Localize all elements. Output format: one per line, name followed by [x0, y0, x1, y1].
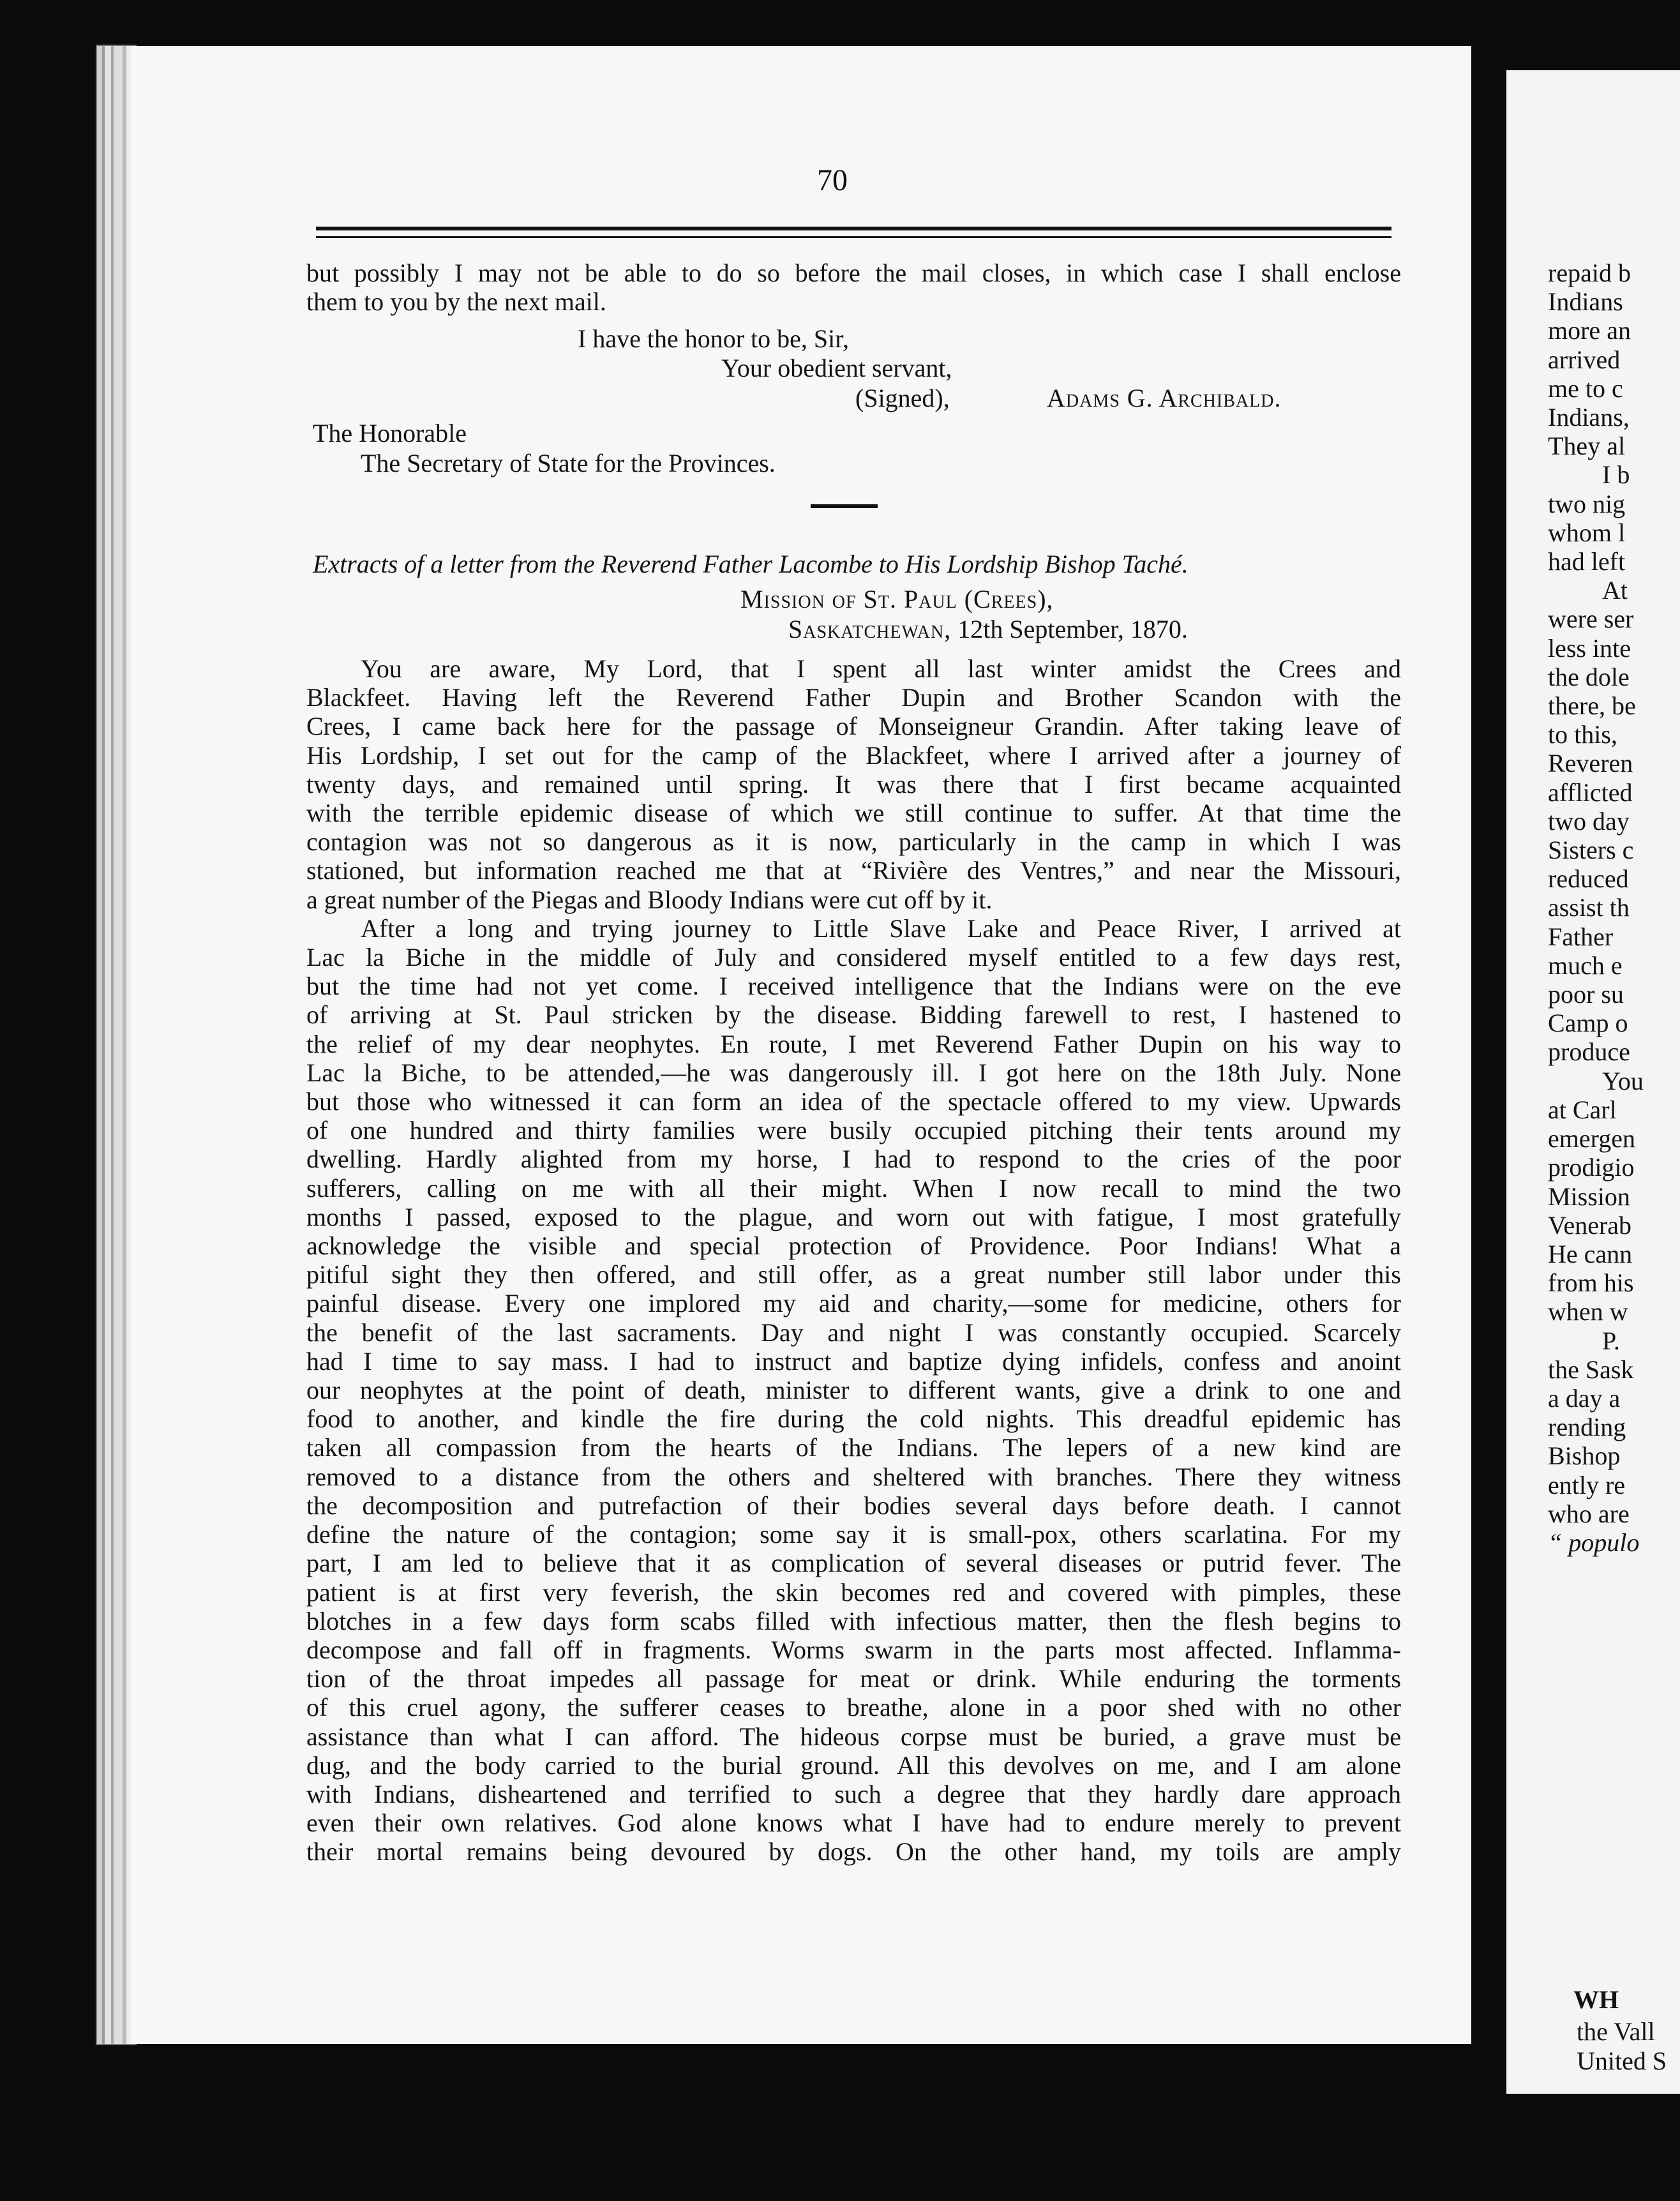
fragment-line: Bishop: [1548, 1441, 1621, 1471]
fragment-line: P.: [1602, 1326, 1620, 1355]
fragment-line: He cann: [1548, 1239, 1633, 1268]
fragment-line: Indians: [1548, 287, 1623, 317]
fragment-line: Reveren: [1548, 749, 1633, 778]
text-line: painful disease. Every one implored my aid and charity,—some for medicine, others for: [306, 1289, 1401, 1318]
place-line-1: Mission of St. Paul (Crees),: [740, 585, 1054, 613]
text-line: Lac la Biche, to be attended,—he was dangerously ill. I got here on the 18th July. None: [306, 1058, 1401, 1087]
text-line: Crees, I came back here for the passage of Monseigneur Grandin. After taking leave of: [306, 712, 1401, 741]
text-line: months I passed, exposed to the plague, and worn out with fatigue, I most gratefully: [306, 1202, 1401, 1231]
text-line: the relief of my dear neophytes. En route, I met Reverend Father Dupin on his way to: [306, 1029, 1401, 1058]
addressee-title: The Honorable: [313, 419, 467, 447]
opening-paragraph: [306, 259, 1401, 316]
fragment-line: less inte: [1548, 633, 1631, 663]
text-line: dug, and the body carried to the burial ground. All this devolves on me, and I am alone: [306, 1750, 1401, 1780]
fragment-line: afflicted: [1548, 777, 1633, 807]
fragment-line: “ populo: [1548, 1528, 1640, 1557]
fragment-line: who are: [1548, 1499, 1630, 1528]
fragment-line: more an: [1548, 316, 1631, 345]
text-line: the benefit of the last sacraments. Day and night I was constantly occupied. Scarcely: [306, 1318, 1401, 1347]
fragment-line: Sisters c: [1548, 836, 1634, 865]
fragment-line: reduced: [1548, 864, 1629, 894]
text-line: had I time to say mass. I had to instruct and baptize dying infidels, confess and anoint: [306, 1346, 1401, 1376]
fragment-line: two nig: [1548, 489, 1626, 518]
fragment-line: They al: [1548, 432, 1626, 461]
addressee-name: The Secretary of State for the Provinces.: [361, 449, 776, 477]
text-line: of one hundred and thirty families were busily occupied pitching their tents around my: [306, 1116, 1401, 1145]
place-province: Saskatchewan,: [788, 615, 952, 643]
fragment-line: Camp o: [1548, 1009, 1628, 1038]
closing-servant: Your obedient servant,: [721, 354, 952, 382]
text-line: acknowledge the visible and special protection of Providence. Poor Indians! What a: [306, 1231, 1401, 1261]
page-number: 70: [817, 163, 848, 197]
facing-page-text: [1548, 259, 1644, 1557]
text-line: contagion was not so dangerous as it is now, particularly in the camp in which I was: [306, 827, 1401, 857]
text-line: their mortal remains being devoured by dogs. On the other hand, my toils are amply: [306, 1837, 1401, 1867]
text-line: of arriving at St. Paul stricken by the disease. Bidding farewell to rest, I hastened to: [306, 1000, 1401, 1030]
facing-page-heading: WH: [1573, 1985, 1619, 2014]
signature: Adams G. Archibald.: [1047, 384, 1282, 412]
text-line: removed to a distance from the others and sheltered with branches. There they witness: [306, 1462, 1401, 1491]
text-line: decompose and fall off in fragments. Worms swarm in the parts most affected. Inflamma-: [306, 1635, 1401, 1664]
closing-signed: (Signed),: [855, 384, 950, 412]
text-line: Blackfeet. Having left the Reverend Father Dupin and Brother Scandon with the: [306, 683, 1401, 712]
fragment-line: poor su: [1548, 980, 1624, 1009]
text-line: them to you by the next mail.: [306, 287, 606, 317]
fragment-line: You: [1602, 1066, 1644, 1095]
fragment-line: me to c: [1548, 373, 1623, 403]
text-line: part, I am led to believe that it as complication of several diseases or putrid fever. The: [306, 1549, 1401, 1578]
facing-page-line: United S: [1577, 2047, 1667, 2075]
text-line: After a long and trying journey to Little Slave Lake and Peace River, I arrived at: [361, 913, 1401, 943]
fragment-line: whom l: [1548, 518, 1626, 547]
facing-page-line: the Vall: [1577, 2017, 1655, 2046]
section-divider: [811, 504, 878, 508]
fragment-line: were ser: [1548, 605, 1634, 634]
header-rule-thick: [316, 227, 1391, 230]
fragment-line: prodigio: [1548, 1153, 1635, 1182]
text-line: You are aware, My Lord, that I spent all last winter amidst the Crees and: [361, 654, 1401, 683]
text-line: stationed, but information reached me that at “Rivière des Ventres,” and near the Missouri,: [306, 856, 1401, 885]
text-line: even their own relatives. God alone knows what I have had to endure merely to prevent: [306, 1808, 1401, 1838]
text-line: food to another, and kindle the fire during the cold nights. This dreadful epidemic has: [306, 1404, 1401, 1434]
text-line: His Lordship, I set out for the camp of the Blackfeet, where I arrived after a journey of: [306, 740, 1401, 770]
text-line: but the time had not yet come. I received intelligence that the Indians were on the eve: [306, 972, 1401, 1001]
place-line-2: [788, 614, 1188, 644]
fragment-line: two day: [1548, 806, 1630, 836]
fragment-line: arrived: [1548, 345, 1621, 374]
fragment-line: much e: [1548, 950, 1623, 980]
fragment-line: Indians,: [1548, 403, 1630, 432]
text-line: dwelling. Hardly alighted from my horse, I had to respond to the cries of the poor: [306, 1145, 1401, 1174]
fragment-line: assist th: [1548, 893, 1630, 922]
text-line: blotches in a few days form scabs filled with infectious matter, then the flesh begins to: [306, 1606, 1401, 1635]
fragment-line: I b: [1602, 460, 1630, 490]
fragment-line: there, be: [1548, 691, 1636, 721]
text-line: assistance than what I can afford. The hideous corpse must be buried, a grave must be: [306, 1722, 1401, 1751]
text-line: of this cruel agony, the sufferer ceases to breathe, alone in a poor shed with no other: [306, 1693, 1401, 1722]
text-line: define the nature of the contagion; some say it is small-pox, others scarlatina. For my: [306, 1520, 1401, 1549]
text-line: the decomposition and putrefaction of their bodies several days before death. I cannot: [306, 1491, 1401, 1520]
text-line: sufferers, calling on me with all their might. When I now recall to mind the two: [306, 1173, 1401, 1203]
fragment-line: a day a: [1548, 1383, 1621, 1413]
fragment-line: from his: [1548, 1268, 1634, 1298]
text-line: but those who witnessed it can form an idea of the spectacle offered to my view. Upwards: [306, 1087, 1401, 1116]
text-line: with Indians, disheartened and terrified to such a degree that they hardly dare approach: [306, 1779, 1401, 1808]
letter-date: 12th September, 1870.: [951, 615, 1188, 643]
text-line: taken all compassion from the hearts of the Indians. The lepers of a new kind are: [306, 1433, 1401, 1462]
fragment-line: at Carl: [1548, 1095, 1617, 1124]
text-line: pitiful sight they then offered, and still offer, as a great number still labor under this: [306, 1260, 1401, 1289]
header-rule-thin: [316, 236, 1391, 238]
text-line: tion of the throat impedes all passage for meat or drink. While enduring the torments: [306, 1664, 1401, 1694]
text-line: but possibly I may not be able to do so before the mail closes, in which case I shall enclose: [306, 259, 1401, 287]
fragment-line: the Sask: [1548, 1355, 1634, 1384]
fragment-line: At: [1602, 576, 1628, 605]
letter-body: [306, 654, 1401, 1867]
closing-salutation: I have the honor to be, Sir,: [578, 324, 849, 353]
fragment-line: the dole: [1548, 662, 1630, 691]
fragment-line: Venerab: [1548, 1210, 1632, 1240]
text-line: twenty days, and remained until spring. It was there that I first became acquainted: [306, 769, 1401, 799]
fragment-line: had left: [1548, 547, 1626, 576]
fragment-line: repaid b: [1548, 259, 1631, 287]
fragment-line: produce: [1548, 1037, 1630, 1067]
fragment-line: rending: [1548, 1413, 1626, 1442]
text-line: Lac la Biche in the middle of July and considered myself entitled to a few days rest,: [306, 943, 1401, 972]
fragment-line: to this,: [1548, 720, 1617, 749]
fragment-line: Mission: [1548, 1182, 1630, 1211]
text-line: our neophytes at the point of death, minister to different wants, give a drink to one and: [306, 1376, 1401, 1405]
text-line: a great number of the Piegas and Bloody Indians were cut off by it.: [306, 885, 993, 914]
fragment-line: emergen: [1548, 1124, 1635, 1153]
text-line: patient is at first very feverish, the skin becomes red and covered with pimples, these: [306, 1577, 1401, 1607]
fragment-line: when w: [1548, 1297, 1628, 1326]
text-line: with the terrible epidemic disease of which we still continue to suffer. At that time the: [306, 799, 1401, 828]
fragment-line: Father: [1548, 922, 1614, 951]
section-heading: Extracts of a letter from the Reverend Father Lacombe to His Lordship Bishop Taché.: [313, 550, 1189, 578]
fragment-line: ently re: [1548, 1470, 1626, 1499]
